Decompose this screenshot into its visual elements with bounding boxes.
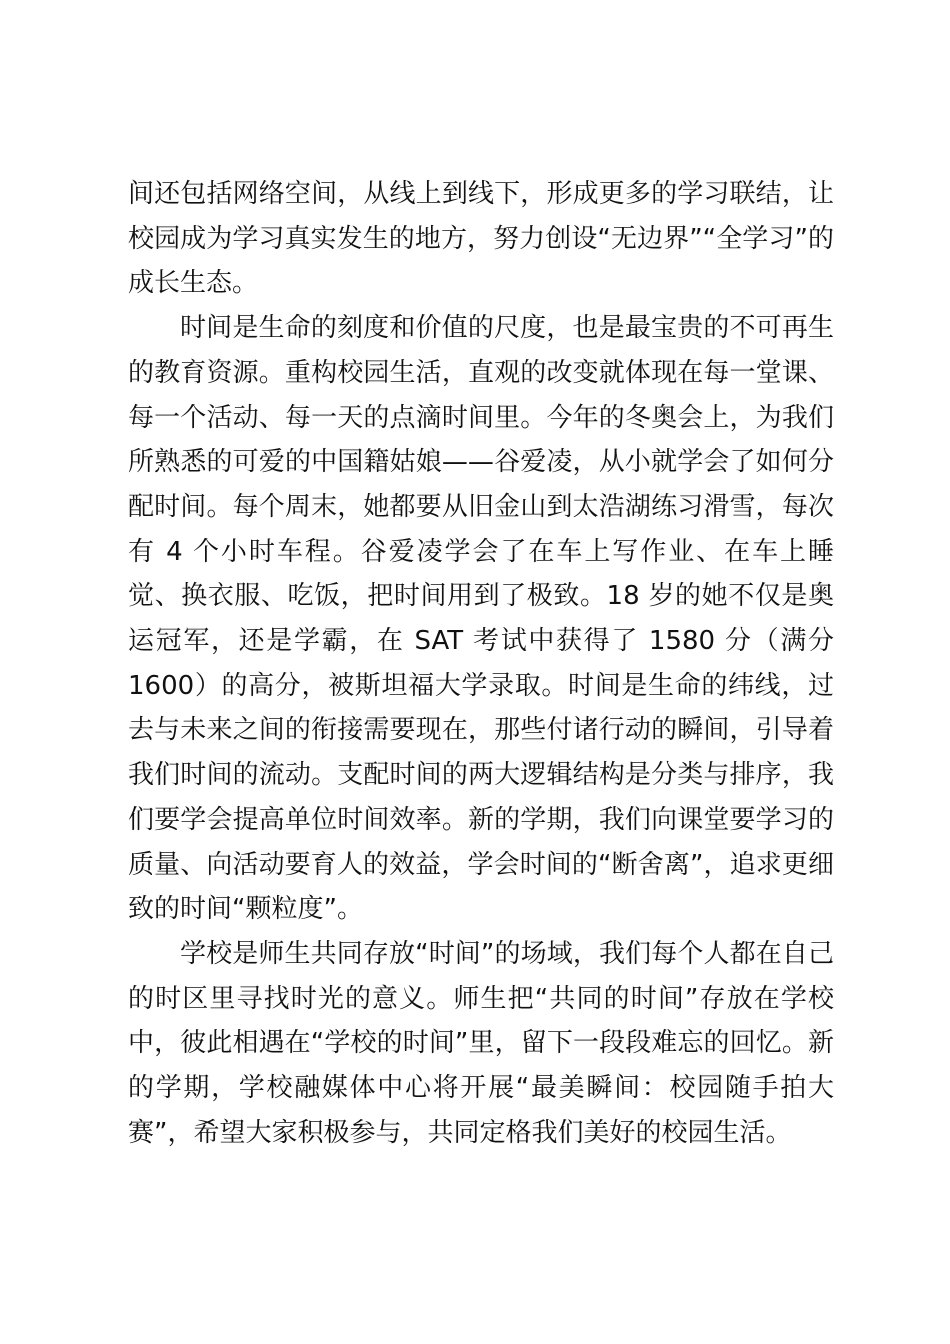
paragraph-3: 学校是师生共同存放“时间”的场域，我们每个人都在自己的时区里寻找时光的意义。师生把“共同的时间”存放在学校中，彼此相遇在“学校的时间”里，留下一段段难忘的回忆。新的学期，学校融媒体中心将开展“最美瞬间：校园随手拍大赛”，希望大家积极参与，共同定格我们美好的校园生活。	[128, 938, 834, 1148]
paragraph-2: 时间是生命的刻度和价值的尺度，也是最宝贵的不可再生的教育资源。重构校园生活，直观的改变就体现在每一堂课、每一个活动、每一天的点滴时间里。今年的冬奥会上，为我们所熟悉的可爱的中国籍姑娘——谷爱凌，从小就学会了如何分配时间。每个周末，她都要从旧金山到太浩湖练习滑雪，每次有 4 个小时车程。谷爱凌学会了在车上写作业、在车上睡觉、换衣服、吃饭，把时间用到了极致。18 岁的她不仅是奥运冠军，还是学霸，在 SAT 考试中获得了 1580 分（满分 1600）的高分，被斯坦福大学录取。时间是生命的纬线，过去与未来之间的衔接需要现在，那些付诸行动的瞬间，引导着我们时间的流动。支配时间的两大逻辑结构是分类与排序，我们要学会提高单位时间效率。新的学期，我们向课堂要学习的质量、向活动要育人的效益，学会时间的“断舍离”，追求更细致的时间“颗粒度”。	[128, 313, 834, 925]
document-body	[128, 172, 834, 1155]
paragraph-1: 间还包括网络空间，从线上到线下，形成更多的学习联结，让校园成为学习真实发生的地方，努力创设“无边界”“全学习”的成长生态。	[128, 179, 834, 299]
